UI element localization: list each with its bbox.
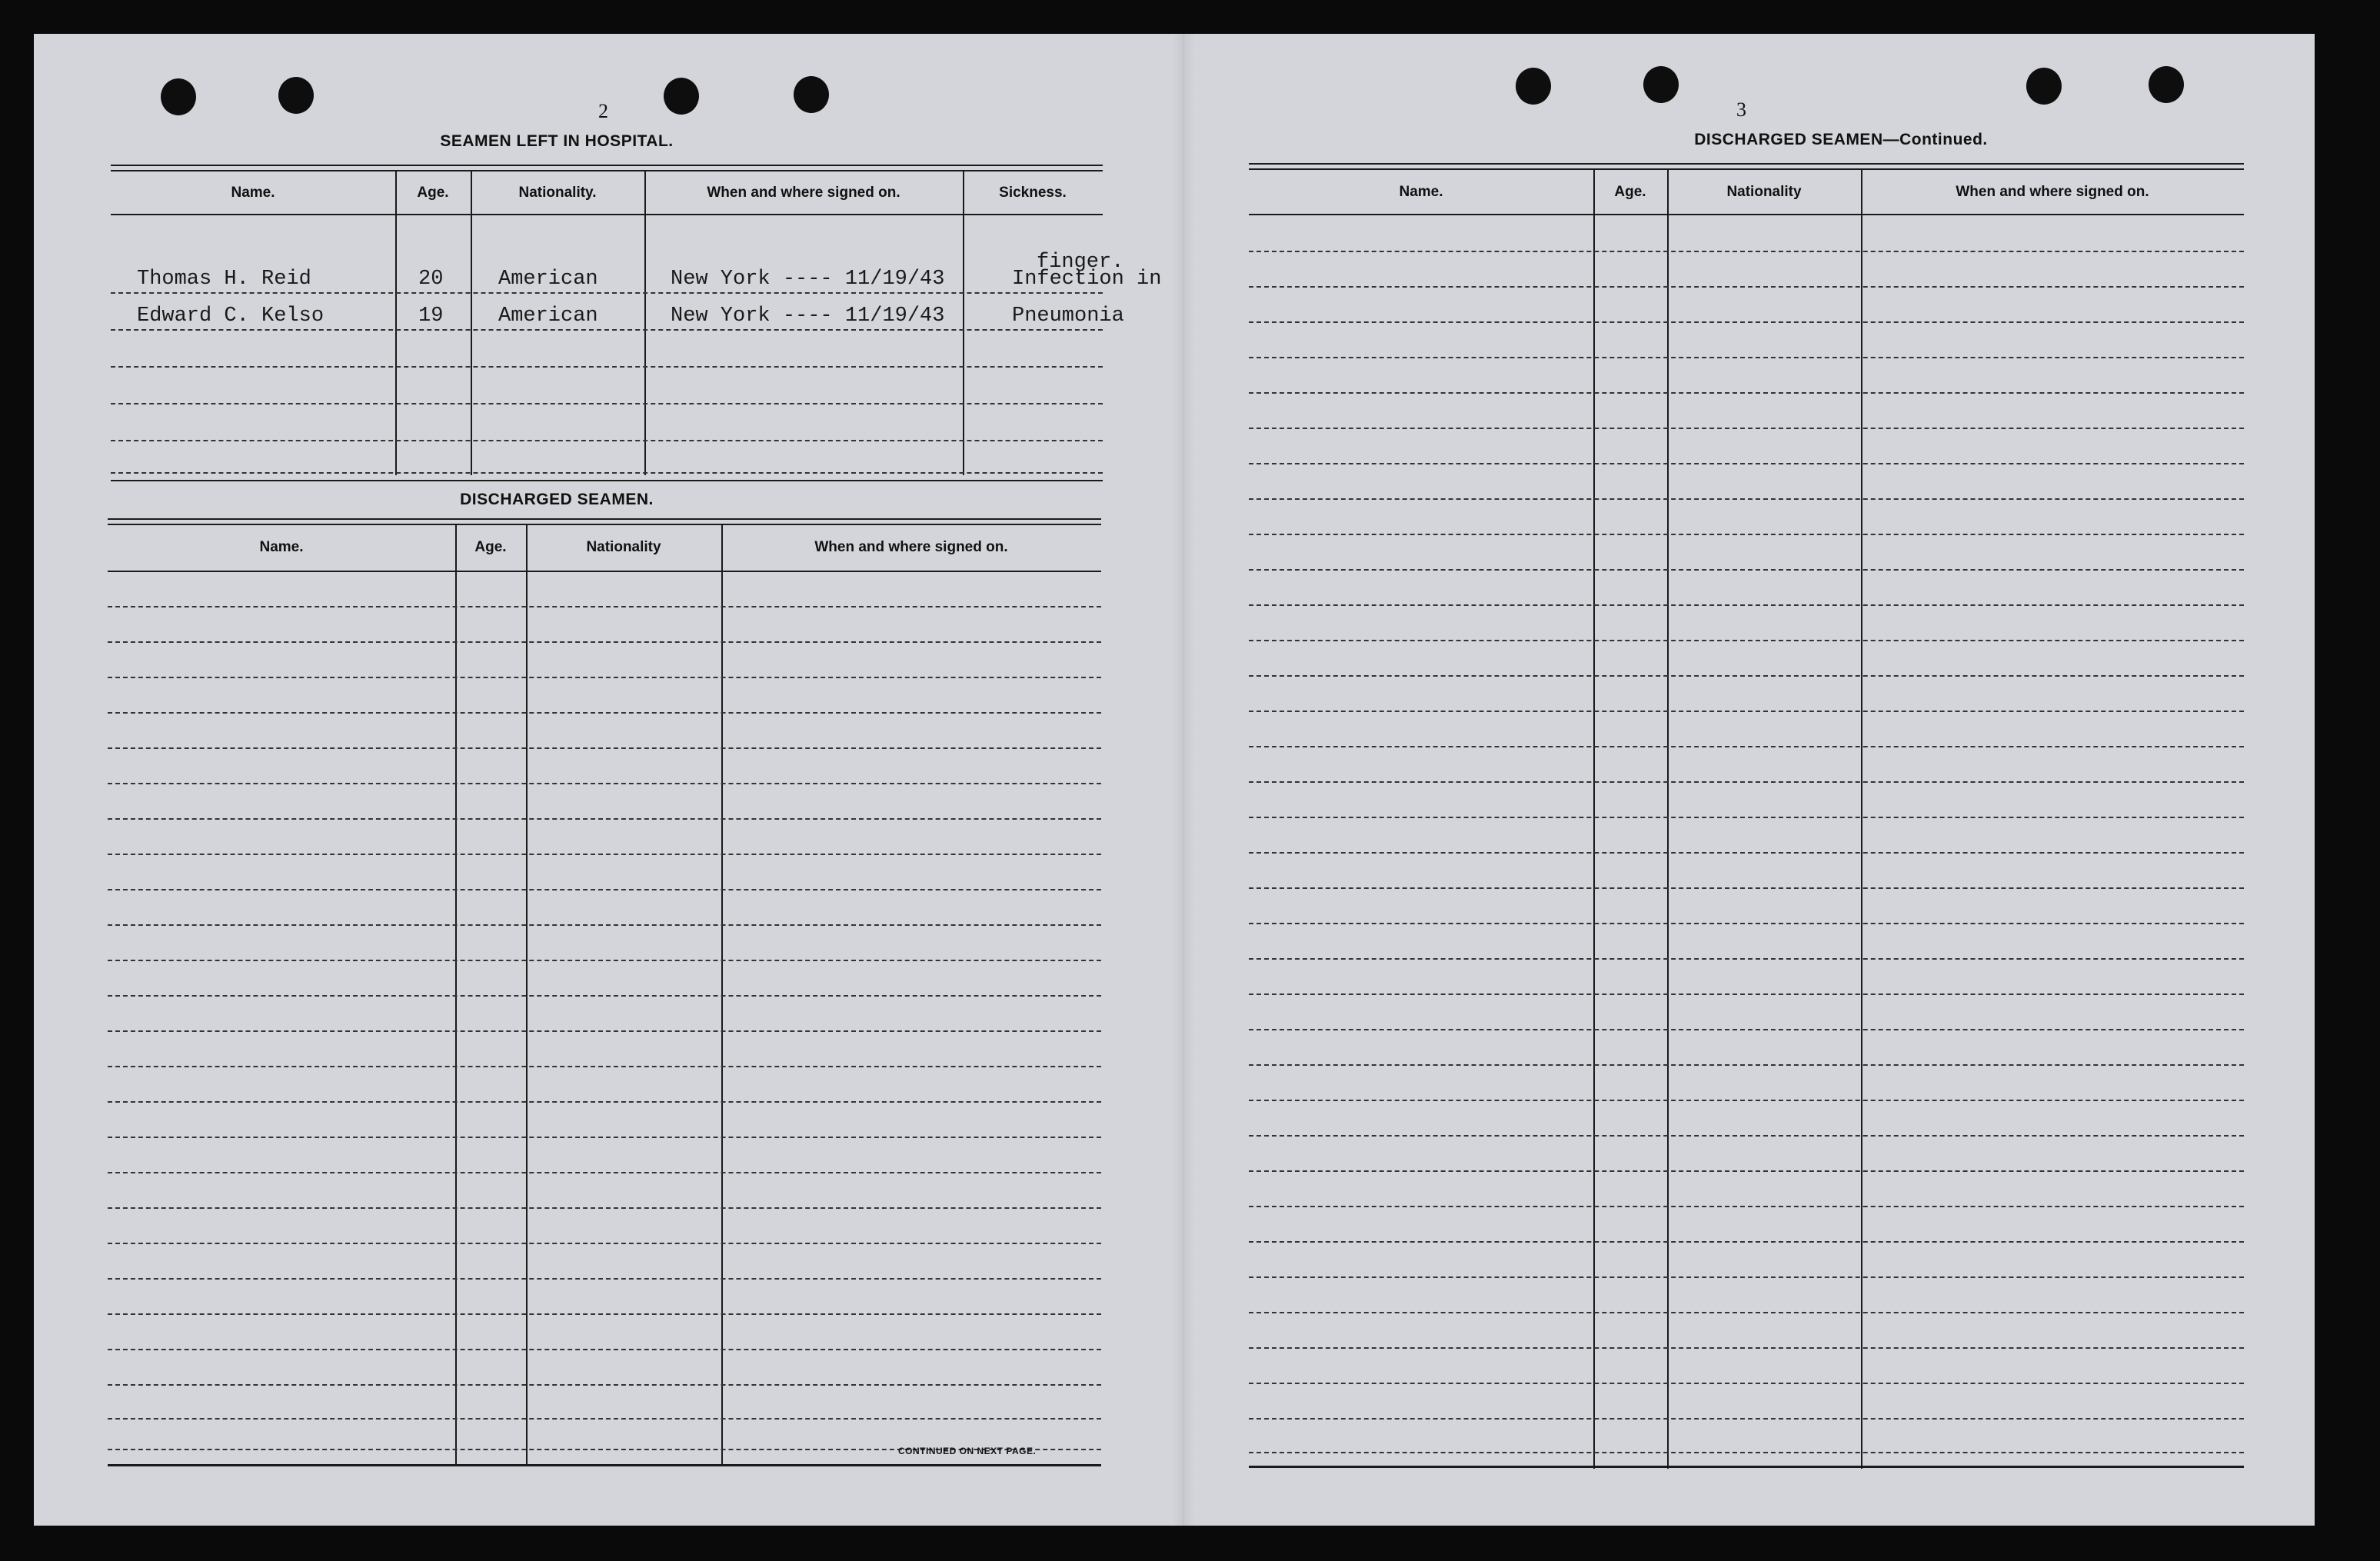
discharged-right-header-age: Age.	[1614, 184, 1646, 200]
discharged-right-header-row	[1249, 171, 2244, 214]
hospital-section-title: SEAMEN LEFT IN HOSPITAL.	[440, 132, 674, 150]
right-page-number: 3	[1736, 98, 1746, 121]
hospital-row-2-sickness-line2: Pneumonia	[1012, 305, 1124, 328]
ledger-sheet	[34, 34, 2315, 1526]
discharged-section-title: DISCHARGED SEAMEN.	[460, 491, 654, 508]
hospital-row-1-sickness-line1: finger.	[1037, 251, 1124, 274]
discharged-left-header-age: Age.	[474, 539, 507, 555]
discharged-left-header-name: Name.	[259, 539, 304, 555]
discharged-table-left	[108, 484, 1101, 1466]
discharged-left-header-row	[108, 526, 1101, 569]
hospital-table	[111, 165, 1162, 478]
discharged-table-right	[1249, 163, 2244, 1470]
discharged-right-header-signed-on: When and where signed on.	[1956, 184, 2149, 200]
hospital-header-row	[111, 172, 1103, 214]
hospital-row-2-nationality: American	[498, 305, 598, 328]
hospital-row-2-age: 19	[418, 305, 444, 328]
right-section-title: DISCHARGED SEAMEN—Continued.	[1694, 131, 1988, 148]
hospital-row-1-age: 20	[418, 268, 444, 291]
punch-hole	[161, 78, 196, 115]
left-page-number: 2	[598, 100, 608, 122]
hospital-header-name: Name.	[231, 185, 275, 201]
continued-note: CONTINUED ON NEXT PAGE.	[898, 1446, 1037, 1456]
hospital-row-2-signed-on: New York ---- 11/19/43	[671, 305, 945, 328]
discharged-right-header-name: Name.	[1399, 184, 1443, 200]
hospital-row-1-name: Thomas H. Reid	[137, 268, 311, 291]
page-fold	[1172, 34, 1195, 1526]
punch-hole	[664, 78, 699, 115]
punch-hole	[2026, 68, 2062, 105]
hospital-row-1-signed-on: New York ---- 11/19/43	[671, 268, 945, 291]
punch-hole	[2149, 66, 2184, 103]
discharged-left-header-signed-on: When and where signed on.	[814, 539, 1008, 555]
hospital-row-1-nationality: American	[498, 268, 598, 291]
hospital-row-2-name: Edward C. Kelso	[137, 305, 325, 328]
punch-hole	[1516, 68, 1551, 105]
hospital-row-1-sickness-line2: Infection in	[1012, 268, 1162, 291]
discharged-left-header-nationality: Nationality	[586, 539, 661, 555]
hospital-header-age: Age.	[417, 185, 449, 201]
punch-hole	[794, 76, 829, 113]
discharged-right-header-nationality: Nationality	[1726, 184, 1802, 200]
punch-hole	[278, 77, 314, 114]
hospital-header-nationality: Nationality.	[518, 185, 597, 201]
hospital-header-signed-on: When and where signed on.	[707, 185, 900, 201]
hospital-header-sickness: Sickness.	[999, 185, 1067, 201]
punch-hole	[1643, 66, 1679, 103]
